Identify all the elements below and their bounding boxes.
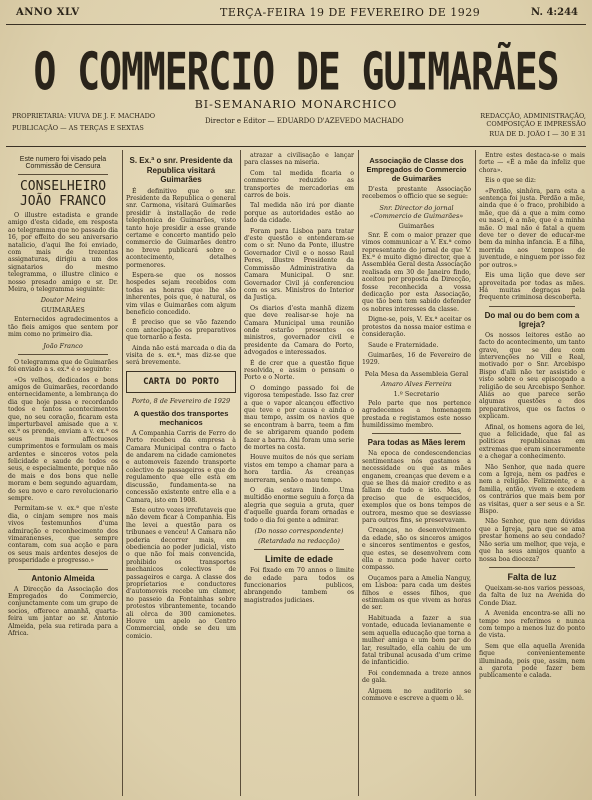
article-heading-transportes: A questão dos transportes mechanicos: [133, 408, 229, 427]
article-paragraph: Foi fixado em 70 annos o limite de edade para todos os funccionarios publicos, abrangendo tambem os magistrados judiciaes.: [244, 567, 354, 604]
issue-number: N. 4:244: [531, 7, 578, 18]
article-paragraph: Não Senhor, que nem dúvidas que a Igreja, para que se ama prestar homens ao seu condado? Não seria um melhor, que veja, e que ha seus amigos quanto a nossa boa dioceza?: [479, 518, 585, 563]
article-paragraph: Houve muitos de nós que seriam vistos em tempo a chamar para a hora tardia. As creanças morreram, senão o mau tempo.: [244, 454, 354, 484]
article-paragraph: Saude e Fraternidade.: [368, 341, 439, 349]
volume-label: ANNO XLV: [16, 7, 80, 18]
column-divider: [475, 150, 476, 796]
article-paragraph: Alguem no auditorio se commove e escreve a quem o lê.: [362, 687, 471, 702]
article-paragraph: Guimarães, 16 de Fevereiro de 1929.: [362, 351, 471, 367]
article-paragraph: Espera-se que os nossos hospedes sejam recebidos com todas as honras que lhe são inherentes, pois que, é natural, os vim vilas e Guimarães com algum beneficio concedido.: [126, 271, 236, 316]
article-paragraph: Eis o que se diz:: [485, 177, 536, 185]
office-line: REDACÇÃO, ADMINISTRAÇÃO, COMPOSIÇÃO E IMPRESSÃO: [480, 112, 586, 128]
article-paragraph: Afinal, os homens agora de lei, que a felicidade, que fal as politicas republicanas em extremas que eram sinceramente e a chegar a conhecimento.: [479, 423, 585, 461]
signature-role: 1.º Secretario: [393, 389, 440, 398]
dateline: Porto, 8 de Fevereiro de 1929: [131, 396, 231, 405]
article-paragraph: atrazar a civilisação e lançar para classes na miseria.: [244, 152, 354, 167]
censorship-note: Este numero foi visado pela Commissão de Censura: [19, 156, 107, 170]
column-3: [244, 152, 354, 798]
divider: [372, 433, 461, 434]
addressee: Doutor Meira: [40, 296, 86, 305]
article-paragraph: Os nossos leitores estão ao facto do acontecimento, um tanto grave, que se deu com intervenções no Vill e Real, motivado por o Snr. Arcebispo Bispo d'alli não ter assistido e visto sobre o seu episcopado a religião de seu Arcebispo Senhor. Aliás ao que parece serão algumas questões e dos preparativos, que os factos o explicam.: [479, 331, 585, 421]
divider: [254, 549, 344, 550]
article-paragraph: Sem que ella aquella Avenida fique convenientemente illuminada, pois que, assim, nem a garota pode fazer bem publicamente e calada.: [479, 642, 585, 680]
article-paragraph: Tal medida não irá por diante porque as autoridades estão ao lado da cidade.: [244, 202, 354, 225]
letter-addressee: Snr. Director do jornal «Commercio de Guimarães»: [369, 203, 464, 220]
column-2: [126, 152, 236, 798]
article-paragraph: Na epoca de condescendencias sentimentaes nós gastamos a necessidade ou que as mães enganem, creanças que devem e a que se lhes dá maior credito e as fallam de tudo e isto. Mas, é preciso que de esquecidos, exemplos que os bons tempos de outrora, mesmo que se desviasse para outros fins, se preservavam.: [362, 450, 471, 524]
masthead-title: O COMMERCIO DE GUIMARÃES: [33, 42, 559, 102]
article-paragraph: Não Senhor, que nada quere com a Igreja, nem os padres e nem a religião. Felizmente, e a familia, então, vivem e excedem os contrários que mais bem por as visitas, quer a ser seus e a Sr. Bispo.: [479, 463, 585, 516]
article-heading-luz: Falta de luz: [507, 571, 557, 582]
article-paragraph: O domingo passado foi de vigorosa tempestade. Isso faz crer a que o vapor alcançou effectivo que teve e por causa e ainda o mau tempo, assim os navios que se encontram à barra, teem a fim de se abrigarem quando podem fazer a barra. Ahi foram uma serie de mortes na costa.: [244, 384, 354, 452]
article-paragraph: Foi condemnada a treze annos de gala.: [362, 669, 471, 685]
article-heading-almeida: Antonio Almeida: [31, 573, 95, 583]
article-heading-limite: Limite de edade: [264, 554, 334, 565]
issue-date: TERÇA-FEIRA 19 DE FEVEREIRO DE 1929: [220, 6, 481, 19]
column-divider: [240, 150, 241, 796]
delay-note: (Retardada na redacção): [258, 537, 340, 546]
article-paragraph: A Direcção da Associação dos Empregados do Commercio, conjunctamente com um grupo de socios, offerece amanhã, quarta-feira um jantar ao sr. Antonio Almeida, pela sua retirada para a Africa.: [8, 585, 118, 638]
article-paragraph: É de crer que a questão fique resolvida, e assim o pensam o Porto e o Norte.: [244, 359, 354, 382]
column-1: [8, 152, 118, 798]
address-line: RUA DE D. JOÃO I — 30 E 31: [489, 130, 586, 138]
article-paragraph: Eis uma lição que deve ser aproveitada por todas as mães. Há muitas degraças pela frequente criminosa descoberta.: [479, 272, 585, 302]
letter-place: Guimarães: [398, 221, 435, 230]
article-heading-maes: Para todas as Mães lerem: [367, 438, 466, 448]
proprietor-line: PROPRIETARIA: VIUVA DE J. F. MACHADO: [12, 112, 156, 120]
article-paragraph: Pelo parte que nos pertence agradecemos a homenagem prestada e registamos este nosso humildissimo membro.: [362, 399, 471, 429]
addressee-place: GUIMARÃES: [41, 306, 85, 315]
article-paragraph: Ouçamos para a Amelia Nanguy, em Lisboa: para cada um destes filhos e esses filhos, que estimulam os que vivem as horas de ser.: [362, 574, 471, 612]
article-paragraph: A Avenida encontra-se alli no tempo nos referimos e nunca com tempo a menos luz do ponto de vista.: [479, 610, 585, 640]
article-paragraph: Digne-se, pois, V. Ex.ª aceitar os protestos da nossa maior estima e consideração.: [362, 316, 471, 339]
article-heading-associacao: Associação de Classe dos Empregados do Commercio de Guimarães: [366, 156, 467, 183]
article-paragraph: «Os velhos, dedicados e bons amigos de Guimarães, recordando enternecidamente, a lembrança do dia que hoje passa e recordando todos e tantos acontecimentos que, no seu coração, ficaram esta imperturbavel amisade que a v. ex.ª os prende, enviam a v. ex.ª os seus mais affectuosos cumprimentos e formulam os mais ardentes e sinceros votos pela felicidade e saude de todos os seus, e especialmente, porque não de mais e dos bons que nelle moram e bem segundo aguardam, do seu novo e caro revolucionario sempre.: [8, 376, 118, 502]
article-paragraph: «Perdão, sinhôra, para esta a sentença foi justa. Perdão a mãe, ainda que é o fraco, prohibido a mãe, que dá a que a mim como eu nasci, é a mãe, que é a minha mãe. O mal não é fatal a quem deve ter o dever de educar-me bem da minha infancia. E a filha, morrida aos tempos de juventude, e ninguem por isso fez por outros.»: [479, 187, 585, 269]
director-line: Director e Editor — EDUARDO D'AZEVEDO MACHADO: [205, 117, 404, 125]
top-rule: [6, 24, 586, 25]
signature-body: Pela Mesa da Assembleia Geral: [364, 369, 469, 378]
article-heading-igreja: Do mal ou do bem com a Igreja?: [484, 310, 580, 329]
correspondent-note: (Do nosso correspondente): [254, 527, 344, 536]
article-paragraph: O dia estava lindo. Uma multidão enorme seguiu a força da alegria que seguia a gruta, quer d'aquelle guarda foram ornadas e todo o dia foi gente a admirar.: [244, 487, 354, 524]
masthead-subtitle: BI-SEMANARIO MONARCHICO: [194, 98, 398, 111]
signature: João Franco: [43, 341, 83, 350]
divider: [18, 569, 108, 570]
article-paragraph: É preciso que se vão fazendo com antecipação os preparativos que tornarão a festa.: [126, 319, 236, 342]
divider: [489, 567, 575, 568]
article-paragraph: Enternecidos agradecimentos a tão fieis amigos que sentem por mim como no primeiro dia.: [8, 316, 118, 339]
column-5: [479, 152, 585, 798]
article-paragraph: É definitivo que o snr. Presidente da Republica o general snr. Carmona, visitará Guimarães presidir à installação de rede telephonica de Guimarães, visto tanto hoje presidir a esse grande certame e concerto mantido pelo commercio de Guimarães dentro no breve publicará sobre o acontecimento, detalhes pormenores.: [126, 187, 236, 269]
article-paragraph: Permitam-se v. ex.ª que n'este dia, o cinjam sempre nos mais vivos testemunhos d'uma admiração e reconhecimento dos vimaranenses, que sempre contaram, com sua acção e para os seus mais ardentes desejos de prosperidade e progresso.»: [8, 505, 118, 565]
article-paragraph: Creanças, no desenvolvimento da edade, são os sinceros amigos e sinceros sentimentos e gestos, que estes, se desenvolvem com ella e nunca pode haver certo compasso.: [362, 527, 471, 572]
article-paragraph: Ainda não está marcada o dia da visita de s. ex.ª, mas diz-se que será brevemente.: [126, 344, 236, 367]
article-heading-joao-franco: CONSELHEIRO JOÃO FRANCO: [19, 179, 107, 209]
article-paragraph: Snr. É com o maior prazer que vimos communicar a V. Ex.ª como representante do jornal de que V. Ex.ª é muito digno director, que a Assembléa Geral desta Associação realisada em 30 de Janeiro findo, aceitou por proposta da Direcção, fosse reconhecida a vossa dedicação por esta Associação, que tão bem tem sabido defender os nobres interesses da classe.: [362, 231, 471, 313]
carta-do-porto-box: [126, 371, 236, 393]
article-paragraph: Entre estes destaca-se o mais forte — «É a mãe da infeliz que chora».: [479, 152, 585, 174]
top-line: [10, 6, 582, 24]
divider: [489, 306, 575, 307]
article-paragraph: Habituada a fazer a sua vontade, educada levianamente e sem aquella educação que torna a mulher amiga e um bom par do lar, resultado, ella cahiu de um fatal tribunal acusada d'um crime de infanticidio.: [362, 614, 471, 667]
article-paragraph: Queixam-se-nos varios pessoas, da falta de luz na Avenida do Conde Diaz.: [479, 584, 585, 607]
section-heading-carta: CARTA DO PORTO: [143, 376, 219, 387]
column-divider: [122, 150, 123, 796]
divider: [18, 174, 108, 175]
column-4: [362, 152, 471, 798]
divider: [18, 354, 108, 355]
column-divider: [358, 150, 359, 796]
article-paragraph: A Companhia Carris de Ferro do Porto recebeu da empresa à Camara Municipal contra o facto de andarem na cidade camionetes e automoveis fazendo transporte colectivo de passageiros e que do regulamento que elle está em discussão, fundamenta-se na concessão existente entre ella e a Camara, isto em 1908.: [126, 429, 236, 504]
article-paragraph: Com tal medida ficaria o commercio reduzido as transportes de mercadorias em carros de bois.: [244, 169, 354, 200]
article-paragraph: Os diarios d'esta manhã dizem que deve realisar-se hoje na Camara Municipal uma reunião onde estarão presentes os ministros, governador civil e presidente da Camara do Porto, advogados e interessados.: [244, 304, 354, 357]
article-paragraph: O telegramma que de Guimarães foi enviado a s. ex.ª é o seguinte:: [8, 358, 118, 374]
header-rule: [6, 146, 586, 147]
article-heading-presidente: S. Ex.ª o snr. Presidente da Republica visitará Guimarães: [129, 156, 233, 184]
publication-line: PUBLICAÇÃO — AS TERÇAS E SEXTAS: [12, 124, 144, 132]
article-paragraph: O illustre estadista e grande amigo d'esta cidade, em resposta ao telegramma que no passado dia 16, por effeito do seu aniversario natalicio, d'aqui lhe foi enviado, com mais de trezentas assignaturas, dirigiu a um dos signatarios do mesmo telegramma, o illustre clinico e nosso presado amigo e sr. Dr. Meira, o telegramma seguinte:: [8, 212, 118, 294]
signature: Amaro Alves Ferreira: [381, 379, 452, 388]
article-paragraph: D'esta prestante Associação recebemos o officio que se segue:: [362, 186, 471, 201]
article-paragraph: Este outro vozes irrefutaveis que não devem ficar à Companhia. Eis lhe levei a questão para os tribunaes e venceu! A Camara não poderia decorrer mais, em obediencia ao poder judicial, visto o que não foi mais convencida, prohibido os transportes mechanicos colectivos de passageiros e carga. A classe dos proprietarios e conductores d'automoveis recebe um clamor, no passeio da Fontainhas sobre protestos vibrantemente, tocando ali cêrca de 300 camionetes. Houve um apelo ao Centro Commercial, onde se deu um comicio.: [126, 506, 236, 640]
article-paragraph: Foram para Lisboa para tratar d'este questão e entenderam-se com o sr. Nuno da Ponte, illustre Governador Civil e o nosso Raul Peres, illustre Presidente da Commissão Administrativa da Camara Municipal. O snr. Governador Civil já conferenciou com os srs. Ministros do Interior da Justiça.: [244, 227, 354, 302]
